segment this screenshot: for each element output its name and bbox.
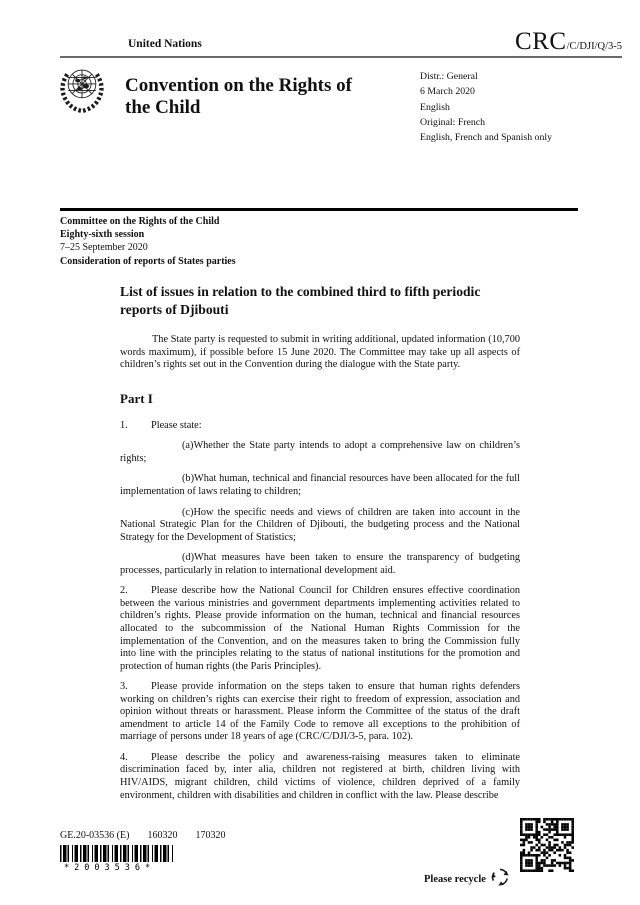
distribution-info [420, 71, 620, 148]
subitem-c-text: How the specific needs and views of children are taken into account in the National Strategic Plan for the Children of Djibouti, the budgeting process and the National Strategy for the Development of Statistics; [120, 506, 520, 543]
session-name: Eighty-sixth session [60, 229, 145, 241]
subitem-d-text: What measures have been taken to ensure the transparency of budgeting processes, particularly in relation to international development aid. [120, 552, 520, 576]
paragraph-1 [120, 420, 520, 433]
document-body [120, 283, 520, 810]
session-dates: 7–25 September 2020 [60, 242, 148, 254]
recycle-label: Please recycle [424, 874, 486, 885]
section-divider-rule [60, 208, 578, 211]
distribution-languages-note: English, French and Spanish only [420, 132, 552, 144]
subitem-b-text: What human, technical and financial resources have been allocated for the full implementation of laws relating to children; [120, 473, 520, 498]
subitem-a-marker: (a) [182, 440, 194, 452]
footer-code-1: 160320 [147, 830, 178, 841]
distribution-original: Original: French [420, 116, 486, 128]
barcode-bars [60, 845, 174, 862]
paragraph-3 [120, 681, 520, 744]
qr-code [520, 818, 574, 872]
recycle-icon [489, 866, 511, 893]
paragraph-3-number: 3. [120, 681, 128, 693]
subitem-c [120, 507, 520, 545]
paragraph-2-text: Please describe how the National Council for Children ensures effective coordination between the various ministries and government departments implementing activities related to children’s rights. Please provide information on the human, technical and financial resources allocated to the subcommission of the National Human Rights Commission for the implementation of the Convention, and on the measures taken to bring the Commission fully into line with the principles relating to the status of national institutions for the promotion and protection of human rights (the Paris Principles). [120, 585, 520, 672]
session-block [60, 215, 236, 268]
org-name: United Nations [128, 38, 202, 50]
paragraph-4-text: Please describe the policy and awareness-raising measures taken to eliminate discrimination faced by, inter alia, children not registered at birth, children living with HIV/AIDS, migrant children, child victims of violence, children deprived of a family environment, children with disabilities and children in conflict with the law. Please describe [120, 751, 520, 801]
un-emblem-icon [56, 62, 108, 118]
paragraph-1-number: 1. [120, 419, 128, 431]
distribution-date: 6 March 2020 [420, 86, 475, 98]
subitem-d [120, 552, 520, 577]
recycle-notice [424, 866, 511, 893]
paragraph-4 [120, 752, 520, 802]
committee-name: Committee on the Rights of the Child [60, 216, 220, 227]
paragraph-1-text: Please state: [151, 419, 202, 431]
paragraph-2-number: 2. [120, 585, 128, 597]
header-rule [60, 56, 622, 58]
barcode-text: *2003536* [64, 863, 156, 873]
subitem-c-marker: (c) [182, 506, 194, 518]
distribution-type: Distr.: General [420, 71, 478, 82]
document-symbol-main: CRC [515, 28, 567, 55]
agenda-item: Consideration of reports of States parties [60, 255, 236, 267]
paragraph-2 [120, 585, 520, 673]
subitem-a [120, 440, 520, 465]
document-symbol [515, 28, 622, 56]
barcode [60, 845, 174, 873]
masthead-title: Convention on the Rights of the Child [125, 74, 352, 118]
subitem-b [120, 473, 520, 498]
intro-paragraph: The State party is requested to submit in writing additional, updated information (10,700 words maximum), if possible before 15 June 2020. The Committee may take up all aspects of children’s rights set out in the Convention during the dialogue with the State party. [120, 334, 520, 371]
paragraph-4-number: 4. [120, 751, 128, 763]
subitem-d-marker: (d) [182, 552, 195, 564]
footer-code-2: 170320 [195, 830, 226, 841]
subitem-b-marker: (b) [182, 473, 195, 485]
distribution-language: English [420, 101, 450, 113]
ge-number: GE.20-03536 (E) [60, 830, 130, 841]
document-heading: List of issues in relation to the combined third to fifth periodic reports of Djibouti [120, 284, 481, 317]
paragraph-3-text: Please provide information on the steps taken to ensure that human rights defenders working on children’s rights can exercise their right to freedom of expression, association and opinion without threats or harassment. Please inform the Committee of the status of the draft amendment to article 14 of the Family Code to remove all exceptions to the prohibition of marriage of persons under 18 years of age (CRC/C/DJI/3-5, para. 102). [120, 681, 520, 743]
document-symbol-suffix: /C/DJI/Q/3-5 [566, 41, 622, 52]
part-1-heading: Part I [120, 390, 153, 406]
ge-number-line [60, 830, 225, 841]
subitem-a-text: Whether the State party intends to adopt a comprehensive law on children’s rights; [120, 440, 520, 464]
